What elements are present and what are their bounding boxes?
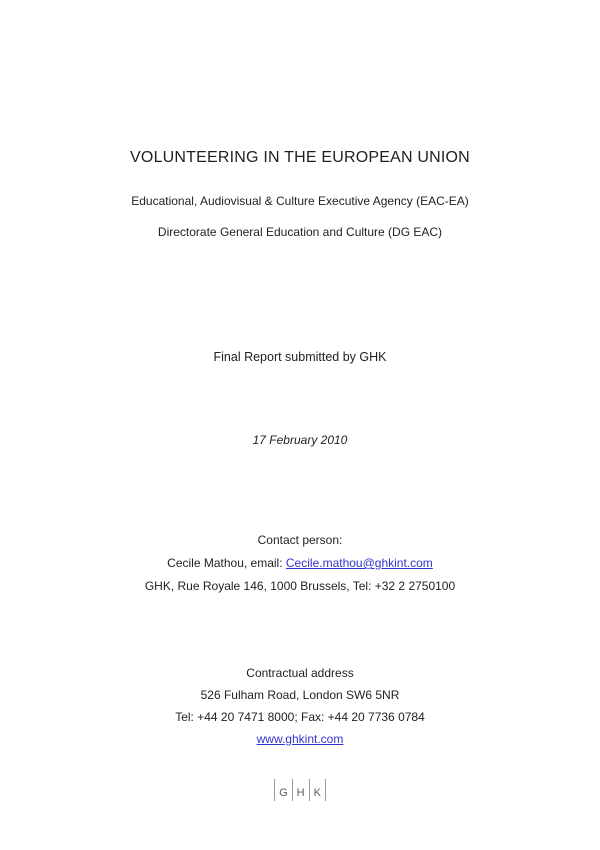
logo-letter-h: H [296, 787, 305, 799]
report-statement: Final Report submitted by GHK [213, 350, 387, 364]
logo-letter-k: K [313, 787, 321, 799]
contractual-heading: Contractual address [246, 666, 354, 680]
contact-email-link[interactable]: Cecile.mathou@ghkint.com [285, 556, 433, 570]
website-line [0, 728, 600, 750]
website-link[interactable]: www.ghkint.com [256, 732, 344, 746]
subtitle-directorate: Directorate General Education and Culture (DG EAC) [157, 225, 443, 239]
contractual-address-section [0, 662, 600, 750]
subtitle-agency: Educational, Audiovisual & Culture Executive Agency (EAC-EA) [131, 194, 469, 208]
contractual-street: 526 Fulham Road, London SW6 5NR [200, 688, 400, 702]
contact-person-line [0, 552, 600, 575]
contact-office-line: GHK, Rue Royale 146, 1000 Brussels, Tel: +32 2 2750100 [144, 579, 456, 593]
contractual-phones: Tel: +44 20 7471 8000; Fax: +44 20 7736 0784 [175, 710, 425, 724]
logo-letter-g: G [279, 787, 288, 799]
page-title: VOLUNTEERING IN THE EUROPEAN UNION [130, 149, 470, 166]
contact-person-name: Cecile Mathou, email: [167, 556, 286, 570]
report-date: 17 February 2010 [252, 433, 348, 447]
ghk-logo [0, 779, 600, 801]
logo-divider-bar [325, 779, 326, 801]
contact-section [0, 529, 600, 598]
contact-heading: Contact person: [257, 533, 343, 547]
